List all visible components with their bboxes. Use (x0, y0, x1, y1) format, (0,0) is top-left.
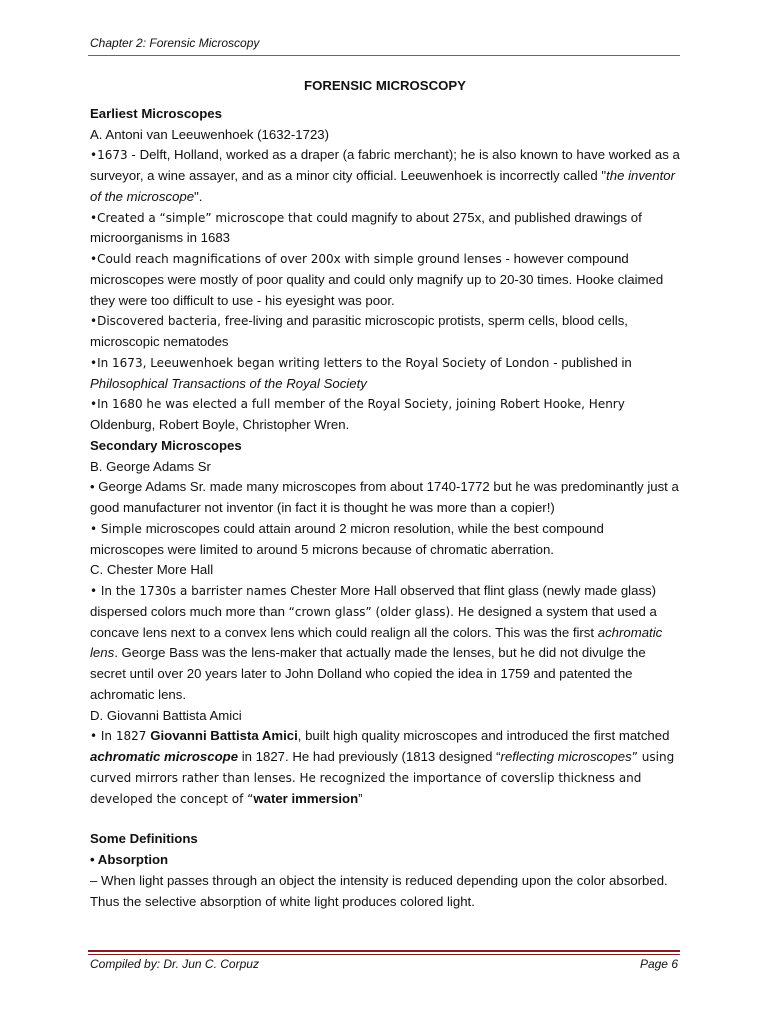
paragraph-text: microscopes could attain around 2 micron resolution, while the best compound microscopes were limited to around 5 microns because of chromatic aberration. (90, 520, 604, 557)
subheading-amici: D. Giovanni Battista Amici (90, 707, 242, 723)
paragraph-text: living and parasitic microscopic protists, sperm cells, blood cells, microscopic nematodes (90, 313, 628, 349)
subheading-leeuwenhoek: A. Antoni van Leeuwenhoek (1632-1723) (90, 126, 330, 142)
bullet-lead: •In 1680 he was elected a full member of the Royal Society, joining Robert Hooke, Henry (90, 397, 625, 412)
paragraph-text: Delft, Holland, worked as a draper (a fabric merchant); he is also known to have worked as a surveyor, a wine assayer, and as a minor city official. Leeuwenhoek is incorrectly called " (90, 147, 680, 183)
bullet-lead: •1673 - (90, 148, 140, 163)
bold-italic-text: achromatic microscope (90, 749, 239, 764)
paragraph-magnifications (90, 249, 680, 311)
definition-text: – When light passes through an object the intensity is reduced depending upon the color absorbed. Thus the selective absorption of white light produces colored light. (90, 872, 668, 909)
paragraph-adams-2 (90, 519, 680, 561)
paragraph-letters (90, 353, 680, 395)
italic-text: Philosophical Transactions of the Royal Society (90, 375, 367, 391)
footer-rule-thick (88, 950, 680, 952)
subheading-adams: B. George Adams Sr (90, 458, 211, 474)
section-heading-earliest: Earliest Microscopes (90, 105, 222, 121)
bullet-lead: •In 1673, Leeuwenhoek began writing letters to the Royal Society of London - (90, 355, 562, 370)
page-number: Page 6 (639, 957, 678, 971)
quote-mark: “ (496, 749, 501, 764)
bullet-lead: •Discovered bacteria, free- (90, 314, 253, 329)
footer-rule-thin (88, 954, 680, 955)
italic-text: the inventor of the microscope (90, 168, 675, 204)
bullet-lead: • Simple (90, 521, 146, 536)
spacer (90, 809, 680, 829)
italic-text: achromatic lens (90, 624, 663, 661)
paragraph-simple-microscope (90, 208, 680, 250)
compiled-by: Compiled by: Dr. Jun C. Corpuz (90, 957, 259, 971)
paragraph-text: Chester More Hall observed that flint glass (newly made glass) dispersed colors much more than (90, 583, 657, 619)
paragraph-text: uld magnify to about 275x, and published drawings of microorganisms in 1683 (90, 209, 642, 246)
bullet-lead: •Could reach magnifications of over 200x with simple ground lenses - (90, 252, 514, 266)
page-content (90, 76, 680, 912)
paragraph-text: ". (194, 188, 203, 204)
paragraph-text: designed a system that used a concave lens next to a convex lens which could realign all the colors. This was the first (90, 603, 657, 640)
subheading-hall: C. Chester More Hall (90, 562, 214, 578)
definition-term: • Absorption (90, 852, 169, 867)
page-title: FORENSIC MICROSCOPY (304, 78, 466, 93)
bullet-lead: • In the 1730s a barrister names (90, 584, 291, 598)
paragraph-text: however compound microscopes were mostly of poor quality and could only magnify up to 20-30 times. Hooke claimed they were too difficult to use - his eyesight was poor. (90, 251, 664, 308)
paragraph-text: , built high quality microscopes and introduced the first matched (297, 728, 670, 744)
chapter-title: Chapter 2: Forensic Microscopy (90, 36, 260, 50)
header-rule (88, 55, 680, 56)
paragraph-royal-society (90, 394, 680, 436)
paragraph-hall (90, 581, 680, 706)
running-footer (90, 957, 678, 971)
sans-text: ” using curved mirrors rather than lenses. He recognized the importance of coverslip thickness and developed the concept of “ (90, 750, 675, 806)
paragraph-text: Oldenburg, Robert Boyle, Christopher Wren. (90, 417, 350, 432)
running-header (90, 36, 678, 50)
bold-text: water immersion (253, 790, 359, 806)
paragraph-discovered (90, 311, 680, 353)
bold-text: Giovanni Battista Amici (150, 728, 298, 744)
italic-text: reflecting microscopes (500, 749, 632, 764)
sans-text: “crown glass” (older glass). He (288, 604, 478, 619)
bullet-lead: • In 1827 (90, 729, 151, 744)
paragraph-text: published in (561, 354, 632, 370)
quote-mark: ” (358, 790, 363, 806)
paragraph-amici (90, 726, 680, 809)
section-heading-definitions: Some Definitions (90, 831, 198, 847)
section-heading-secondary: Secondary Microscopes (90, 437, 242, 453)
paragraph-text: in 1827. He had previously (1813 designed (238, 749, 497, 764)
bullet-lead: •Created a “simple” microscope that co (90, 210, 331, 225)
paragraph-text: . George Bass was the lens-maker that actually made the lenses, but he did not divulge the secret until over 20 years later to John Dolland who copied the idea in 1759 and patented the achromatic lens. (90, 645, 646, 702)
paragraph-1673 (90, 145, 680, 207)
paragraph-adams-1: • George Adams Sr. made many microscopes from about 1740-1772 but he was predominantly just a good manufacturer not inventor (in fact it is thought he was more than a copier!) (90, 479, 679, 515)
